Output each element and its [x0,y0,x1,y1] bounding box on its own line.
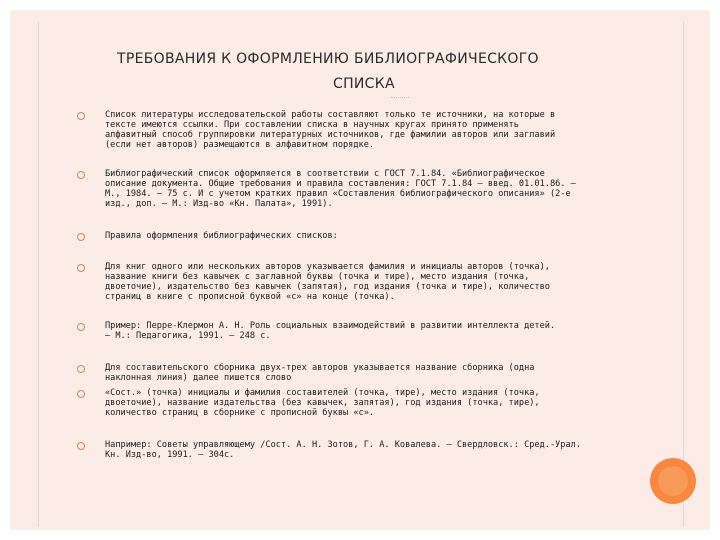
bullet-icon [77,442,85,450]
list-item-text: Список литературы исследовательской работы составляют только те источники, на которые в тексте имеются ссылки. При составлении списка в научных кругах принято применять алфавитный способ группировки литературных источников, где фамилии авторов или заглавий (если нет авторов) размещаются в алфавитном порядке. [105,110,556,150]
list-item-text: Пример: Перре-Клермон А. Н. Роль социальных взаимодействий в развитии интеллекта детей. — М.: Педагогика, 1991. — 248 с. [105,321,556,341]
title-line-1: ТРЕБОВАНИЯ К ОФОРМЛЕНИЮ БИБЛИОГРАФИЧЕСКОГО [117,51,539,67]
bullet-icon [77,323,85,331]
bullet-icon [77,264,85,272]
bullet-icon [77,171,85,179]
list-item-text: Для книг одного или нескольких авторов указывается фамилия и инициалы авторов (точка), название книги без кавычек с заглавной буквы (точка и тире), место издания (точка, двоеточие), издательство без кавычек (запятая), год издания (точка и тире), количество страниц в книге с прописной буквой «с» на конце (точка). [105,262,550,302]
bullet-icon [77,390,85,398]
list-item-text: Правила оформления библиографических списков: [105,231,338,241]
title-line-2: СПИСКА [333,76,395,92]
bullet-icon [77,365,85,373]
bullet-icon [77,233,85,241]
decorative-circle-icon [650,458,696,504]
list-item-text: Например: Советы управляющему /Сост. А. Н. Зотов, Г. А. Ковалева. — Свердловск.: Сред.-Урал. Кн. Изд-во, 1991. — 304с. [105,440,581,460]
title-decoration [391,96,409,98]
list-item-text: Для составительского сборника двух-трех авторов указывается название сборника (одна наклонная линия) далее пишется слово [105,363,535,383]
slide-frame [10,10,710,530]
list-item-text: Библиографический список оформляется в соответствии с ГОСТ 7.1.84. «Библиографическое описание документа. Общие требования и правила составления: ГОСТ 7.1.84 — введ. 01.01.86. — М., 1984. — 75 с. И с учетом кратких правил «Составления библиографического описания» (2-е изд., доп. — М.: Изд-во «Кн. Палата», 1991). [105,169,576,209]
list-item-text: «Сост.» (точка) инициалы и фамилия составителей (точка, тире), место издания (точка, двоеточие), название издательства (без кавычек, запятая), год издания (точка, тире), количество страниц в сборнике с прописной буквы «с». [105,388,540,418]
slide-content [38,22,684,527]
bullet-icon [77,112,85,120]
